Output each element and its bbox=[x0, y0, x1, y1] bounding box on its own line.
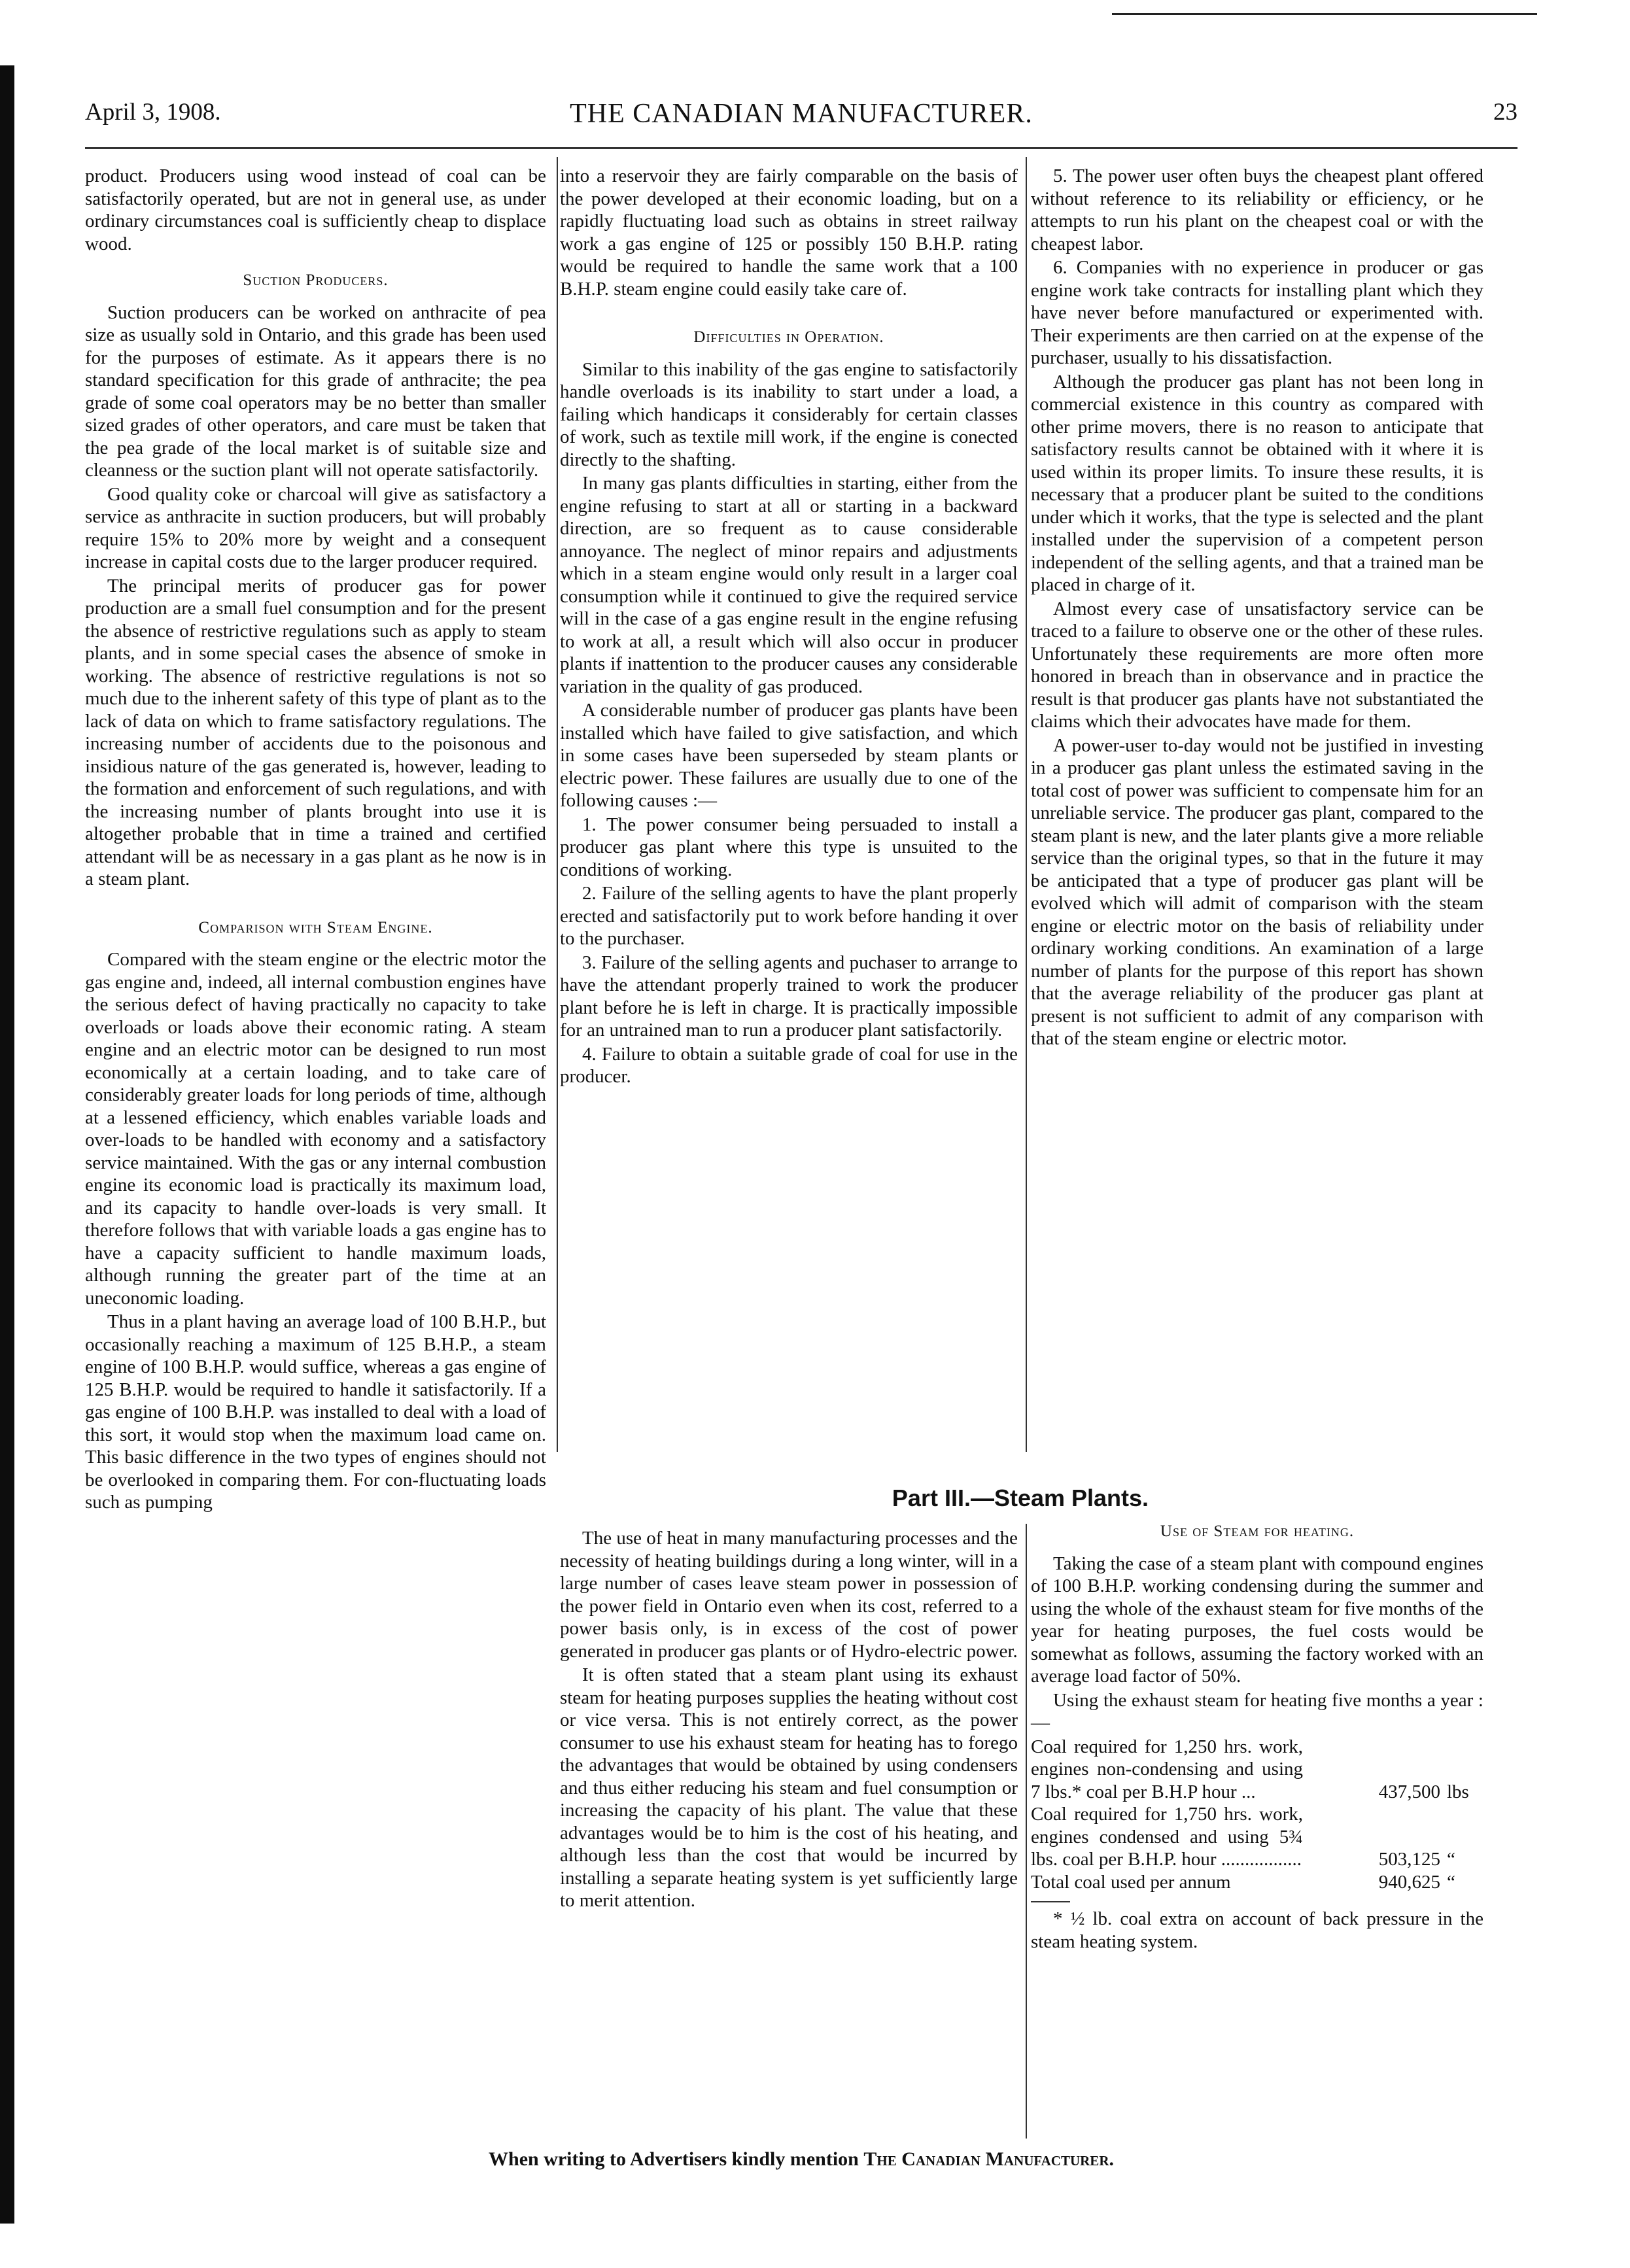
footer-text: When writing to Advertisers kindly mention bbox=[489, 2148, 859, 2170]
table-cell-unit: lbs bbox=[1447, 1781, 1469, 1802]
paragraph: Almost every case of unsatisfactory service can be traced to a failure to observe one or the other of these rules. Unfortunately these requirements are more often more honored in breach than in observance and in practice the result is that producer gas plants have not substantiated the claims which their advocates have made for them. bbox=[1031, 598, 1483, 732]
page-number: 23 bbox=[1493, 99, 1517, 126]
paragraph: Good quality coke or charcoal will give as satisfactory a service as anthracite in suction producers, but will probably require 15% to 20% more by weight and a consequent increase in capital costs due to the larger producer required. bbox=[85, 483, 546, 572]
issue-date: April 3, 1908. bbox=[85, 99, 221, 126]
paragraph: Using the exhaust steam for heating five months a year :— bbox=[1031, 1689, 1483, 1733]
list-item-cause-3: 3. Failure of the selling agents and puchaser to arrange to have the attendant properly trained to work the producer plant before he is left in charge. It is practically impossible for an untrained man to run a producer plant satisfactorily. bbox=[560, 952, 1018, 1040]
paragraph: It is often stated that a steam plant using its exhaust steam for heating purposes supplies the heating without cost or vice versa. This is not entirely correct, as the power consumer to use his exhaust steam for heating has to forego the advantages that would be obtained by using condensers and thus either reducing his steam and fuel consumption or increasing the capacity of his plant. The value that these advantages would be to him is the cost of his heating, and although less than the cost that would be incurred by installing a separate heating system is yet sufficiently large to merit attention. bbox=[560, 1664, 1018, 1911]
section-heading-use-of-steam: Use of Steam for heating. bbox=[1160, 1522, 1355, 1540]
table-cell-unit: “ bbox=[1447, 1849, 1455, 1870]
paragraph: The principal merits of producer gas for power production are a small fuel consumption and for the present the absence of restrictive regulations such as apply to steam plants, and in some special cases the absence of smoke in working. The absence of restrictive regulations is not so much due to the inherent safety of this type of plant as to the lack of data on which to frame satisfactory regulations. The increasing number of accidents due to the poisonous and insidious nature of the gas generated is, however, leading to the formation and enforcement of such regulations, and with the increasing number of plants brought into use it is altogether probable that in time a trained and certified attendant will be as necessary in a gas plant as he now is in a steam plant. bbox=[85, 575, 546, 889]
paragraph: Similar to this inability of the gas engine to satisfactorily handle overloads is its inability to start under a load, a failing which handicaps it considerably for certain classes of work, such as textile mill work, if the engine is conected directly to the shafting. bbox=[560, 358, 1018, 470]
page-spine-shadow bbox=[0, 65, 14, 2224]
list-item-cause-1: 1. The power consumer being persuaded to install a producer gas plant where this type is unsuited to the conditions of working. bbox=[560, 814, 1018, 880]
column-3 bbox=[1031, 165, 1483, 1050]
list-item-cause-2: 2. Failure of the selling agents to have the plant properly erected and satisfactorily put to work before handing it over to the purchaser. bbox=[560, 883, 1018, 949]
table-cell-description: Total coal used per annum bbox=[1031, 1871, 1231, 1893]
list-item-cause-4: 4. Failure to obtain a suitable grade of coal for use in the producer. bbox=[560, 1043, 1018, 1087]
table-row bbox=[1031, 1871, 1483, 1894]
page-footer bbox=[85, 2148, 1517, 2171]
column-1 bbox=[85, 165, 546, 1514]
table-cell-description: Coal required for 1,250 hrs. work, engines non-condensing and using 7 lbs.* coal per B.H.P hour ... bbox=[1031, 1736, 1303, 1802]
header-rule bbox=[85, 147, 1517, 149]
top-edge-line bbox=[1112, 13, 1537, 15]
part-3-left-column bbox=[560, 1527, 1018, 1912]
coal-consumption-table bbox=[1031, 1736, 1483, 1894]
publication-title: THE CANADIAN MANUFACTURER. bbox=[570, 99, 1033, 129]
paragraph: Although the producer gas plant has not been long in commercial existence in this country as compared with other prime movers, there is no reason to anticipate that satisfactory results cannot be obtained with it where it is used within its proper limits. To insure these results, it is necessary that a producer plant be suited to the conditions under which it works, that the type is selected and the plant installed under the supervision of a competent person independent of the selling agents, and that a trained man be placed in charge of it. bbox=[1031, 371, 1483, 595]
paragraph: The use of heat in many manufacturing processes and the necessity of heating buildings during a long winter, will in a large number of cases leave steam power in possession of the power field in Ontario even when its cost, referred to a power basis only, is in excess of the cost of power generated in producer gas plants or of Hydro-electric power. bbox=[560, 1528, 1018, 1662]
table-cell-value: 940,625 bbox=[1378, 1871, 1440, 1893]
paragraph: A power-user to-day would not be justified in investing in a producer gas plant unless the estimated saving in the total cost of power was sufficient to compensate him for an unreliable service. The producer gas plant, compared to the steam plant is new, and the later plants give a more reliable service than the original types, so that in the future it may be anticipated that a type of producer gas plant will be evolved which will admit of comparison with the steam engine or electric motor on the basis of reliability under ordinary working conditions. An examination of a large number of plants for the purpose of this report has shown that the average reliability of the producer gas plant at present is not sufficient to admit of any comparison with that of the steam engine or electric motor. bbox=[1031, 734, 1483, 1049]
column-divider-1 bbox=[557, 157, 558, 1452]
column-divider-2 bbox=[1026, 157, 1027, 1452]
table-cell-description: Coal required for 1,750 hrs. work, engines condensed and using 5¾ lbs. coal per B.H.P. hour ................. bbox=[1031, 1804, 1303, 1870]
table-cell-value: 437,500 bbox=[1378, 1781, 1440, 1802]
section-heading-comparison: Comparison with Steam Engine. bbox=[198, 918, 433, 936]
table-cell-value: 503,125 bbox=[1378, 1849, 1440, 1870]
column-2 bbox=[560, 165, 1018, 1088]
list-item-cause-6: 6. Companies with no experience in producer or gas engine work take contracts for installing plant which they have never before manufactured or experimented with. Their experiments are then carried on at the expense of the purchaser, usually to his dissatisfaction. bbox=[1031, 257, 1483, 368]
part3-column-divider bbox=[1026, 1524, 1027, 2139]
footnote: * ½ lb. coal extra on account of back pressure in the steam heating system. bbox=[1031, 1908, 1483, 1952]
part-3-right-column bbox=[1031, 1521, 1483, 1953]
table-row bbox=[1031, 1736, 1483, 1804]
page-header bbox=[85, 98, 1517, 144]
paragraph: Thus in a plant having an average load of 100 B.H.P., but occasionally reaching a maximum of 125 B.H.P., a steam engine of 100 B.H.P. would suffice, whereas a gas engine of 125 B.H.P. would be required to handle it satisfactorily. If a gas engine of 100 B.H.P. was installed to deal with a load of this sort, it would stop when the maximum load came on. This basic difference in the two types of engines should not be overlooked in comparing them. For con-fluctuating loads such as pumping bbox=[85, 1311, 546, 1513]
section-heading-suction-producers: Suction Producers. bbox=[243, 271, 389, 289]
table-cell-unit: “ bbox=[1447, 1871, 1455, 1893]
footer-publication: The Canadian Manufacturer. bbox=[863, 2148, 1114, 2170]
table-row bbox=[1031, 1803, 1483, 1871]
paragraph: product. Producers using wood instead of coal can be satisfactorily operated, but are not in general use, as under ordinary circumstances coal is sufficiently cheap to displace wood. bbox=[85, 165, 546, 254]
list-item-cause-5: 5. The power user often buys the cheapest plant offered without reference to its reliability or efficiency, or he attempts to run his plant on the cheapest coal or with the cheapest labor. bbox=[1031, 165, 1483, 254]
paragraph: into a reservoir they are fairly comparable on the basis of the power developed at their economic loading, but on a rapidly fluctuating load such as obtains in street railway work a gas engine of 125 or possibly 150 B.H.P. rating would be required to handle the same work that a 100 B.H.P. steam engine could easily take care of. bbox=[560, 165, 1018, 300]
part-3-heading: Part III.—Steam Plants. bbox=[892, 1485, 1149, 1511]
paragraph: Compared with the steam engine or the electric motor the gas engine and, indeed, all internal combustion engines have the serious defect of having practically no capacity to take overloads or loads above their economic rating. A steam engine and an electric motor can be designed to run most economically at a certain loading, and to take care of considerably greater loads for long periods of time, although at a lessened efficiency, which enables variable loads and over-loads to be handled with economy and a satisfactory service maintained. With the gas or any internal combustion engine its economic load is practically its maximum load, and its capacity to handle over-loads is very small. It therefore follows that with variable loads a gas engine has to have a capacity sufficient to handle maximum loads, although running the greater part of the time at an uneconomic loading. bbox=[85, 949, 546, 1309]
paragraph: A considerable number of producer gas plants have been installed which have failed to give satisfaction, and which in some cases have been superseded by steam plants or electric power. These failures are usually due to one of the following causes :— bbox=[560, 700, 1018, 811]
footnote-rule bbox=[1031, 1901, 1070, 1902]
section-heading-difficulties: Difficulties in Operation. bbox=[693, 328, 884, 346]
paragraph: Taking the case of a steam plant with compound engines of 100 B.H.P. working condensing during the summer and using the whole of the exhaust steam for five months of the year for heating purposes, the fuel costs would be somewhat as follows, assuming the factory worked with an average load factor of 50%. bbox=[1031, 1553, 1483, 1687]
paragraph: In many gas plants difficulties in starting, either from the engine refusing to start at all or starting in a backward direction, are so frequent as to cause considerable annoyance. The neglect of minor repairs and adjustments which in a steam engine would only result in a larger coal consumption while it continued to give the required service will in the case of a gas engine result in the engine refusing to work at all, a result which will also occur in producer plants if inattention to the producer causes any considerable variation in the quality of gas produced. bbox=[560, 473, 1018, 697]
paragraph: Suction producers can be worked on anthracite of pea size as usually sold in Ontario, and this grade has been used for the purposes of estimate. As it appears there is no standard specification for this grade of anthracite; the pea grade of some coal operators may be no better than smaller sized grades of other operators, and care must be taken that the pea grade of the local market is of suitable size and cleanness or the suction plant will not operate satisfactorily. bbox=[85, 301, 546, 481]
